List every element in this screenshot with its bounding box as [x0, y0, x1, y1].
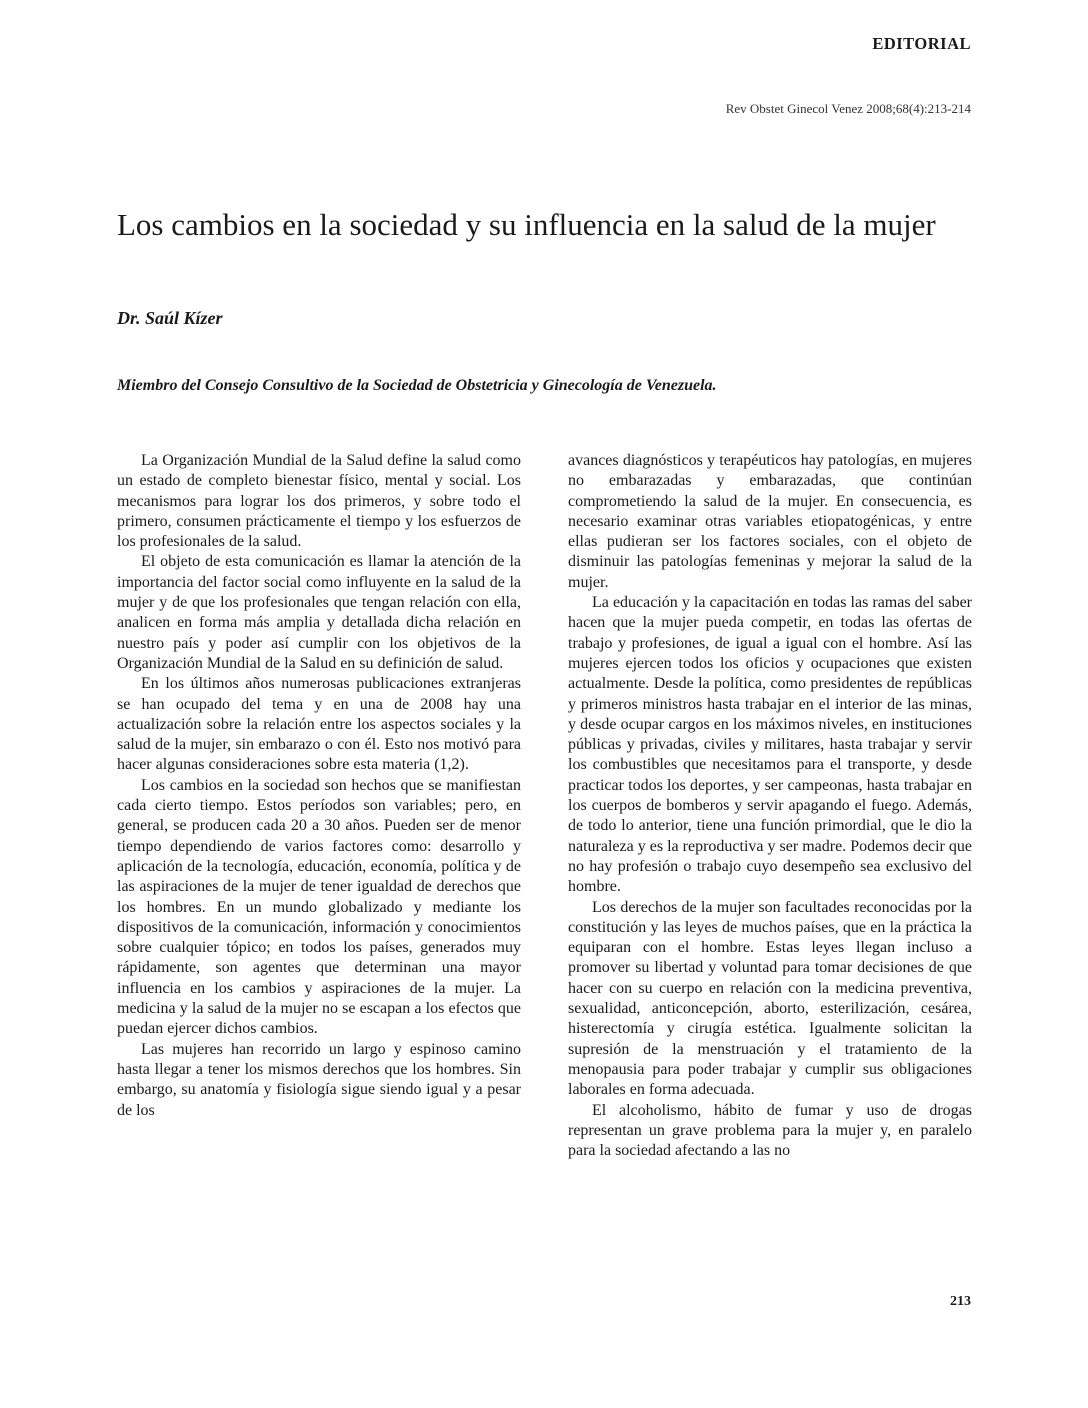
- body-column-right: [568, 451, 972, 1161]
- paragraph: Los cambios en la sociedad son hechos que se manifiestan cada cierto tiempo. Estos períodos son variables; pero, en general, se producen cada 20 a 30 años. Pueden ser de menor tiempo dependiendo de varios factores como: desarrollo y aplicación de la tecnología, educación, economía, política y de las aspiraciones de la mujer de tener igualdad de derechos que los hombres. En un mundo globalizado y mediante los dispositivos de la comunicación, información y conocimientos sobre cualquier tópico; en todos los países, generados muy rápidamente, son agentes que determinan una mayor influencia en los cambios y aspiraciones de la mujer. La medicina y la salud de la mujer no se escapan a los efectos que puedan ejercer dichos cambios.: [117, 776, 521, 1038]
- page-number: 213: [950, 1294, 971, 1309]
- author-name: Dr. Saúl Kízer: [117, 308, 223, 328]
- paragraph: En los últimos años numerosas publicaciones extranjeras se han ocupado del tema y en una de 2008 hay una actualización sobre la relación entre los aspectos sociales y la salud de la mujer, sin embarazo o con él. Esto nos motivó para hacer algunas consideraciones sobre esta materia (1,2).: [117, 675, 521, 774]
- paragraph: El objeto de esta comunicación es llamar la atención de la importancia del factor social como influyente en la salud de la mujer y de que los profesionales que tengan relación con ella, analicen en forma más amplia y detallada dicha relación en nuestro país y poder así cumplir con los objetivos de la Organización Mundial de la Salud en su definición de salud.: [117, 553, 521, 672]
- paragraph: Las mujeres han recorrido un largo y espinoso camino hasta llegar a tener los mismos derechos que los hombres. Sin embargo, su anatomía y fisiología sigue siendo igual y a pesar de los: [117, 1040, 521, 1119]
- paragraph: La Organización Mundial de la Salud define la salud como un estado de completo bienestar físico, mental y social. Los mecanismos para lograr los dos primeros, y sobre todo el primero, consumen prácticamente el tiempo y los esfuerzos de los profesionales de la salud.: [117, 452, 521, 551]
- paragraph-continuation: avances diagnósticos y terapéuticos hay patologías, en mujeres no embarazadas y embarazadas, que continúan comprometiendo la salud de la mujer. En consecuencia, es necesario examinar otras variables etiopatogénicas, y entre ellas pudieran ser los factores sociales, con el objeto de disminuir las patologías femeninas y mejorar la salud de la mujer.: [568, 452, 972, 591]
- journal-citation: Rev Obstet Ginecol Venez 2008;68(4):213-214: [725, 101, 971, 116]
- author-affiliation: Miembro del Consejo Consultivo de la Sociedad de Obstetricia y Ginecología de Venezuela.: [117, 377, 717, 394]
- section-label: EDITORIAL: [872, 34, 971, 53]
- paragraph: La educación y la capacitación en todas las ramas del saber hacen que la mujer pueda competir, en todas las ofertas de trabajo y profesiones, de igual a igual con el hombre. Así las mujeres ejercen todos los oficios y ocupaciones que existen actualmente. Desde la política, como presidentes de repúblicas y primeros ministros hasta trabajar en el interior de las minas, y desde ocupar cargos en los máximos niveles, en instituciones públicas y privadas, civiles y militares, hasta trabajar y servir los combustibles que necesitamos para el transporte, y desde practicar todos los deportes, y ser campeonas, hasta trabajar en los cuerpos de bomberos y servir apagando el fuego. Además, de todo lo anterior, tiene una función primordial, que le dio la naturaleza y es la reproductiva y ser madre. Podemos decir que no hay profesión o trabajo cuyo desempeño sea exclusivo del hombre.: [568, 594, 972, 896]
- paragraph: Los derechos de la mujer son facultades reconocidas por la constitución y las leyes de muchos países, que en la práctica la equiparan con el hombre. Estas leyes llegan incluso a promover su libertad y voluntad para tomar decisiones de que hacer con su cuerpo en relación con la medicina preventiva, sexualidad, anticoncepción, aborto, esterilización, cesárea, histerectomía y cirugía estética. Igualmente solicitan la supresión de la menstruación y el tratamiento de la menopausia para poder trabajar y cumplir sus obligaciones laborales en forma adecuada.: [568, 898, 972, 1099]
- paragraph: El alcoholismo, hábito de fumar y uso de drogas representan un grave problema para la mujer y, en paralelo para la sociedad afectando a las no: [568, 1101, 972, 1160]
- article-title: Los cambios en la sociedad y su influencia en la salud de la mujer: [117, 207, 936, 242]
- body-column-left: [117, 451, 521, 1121]
